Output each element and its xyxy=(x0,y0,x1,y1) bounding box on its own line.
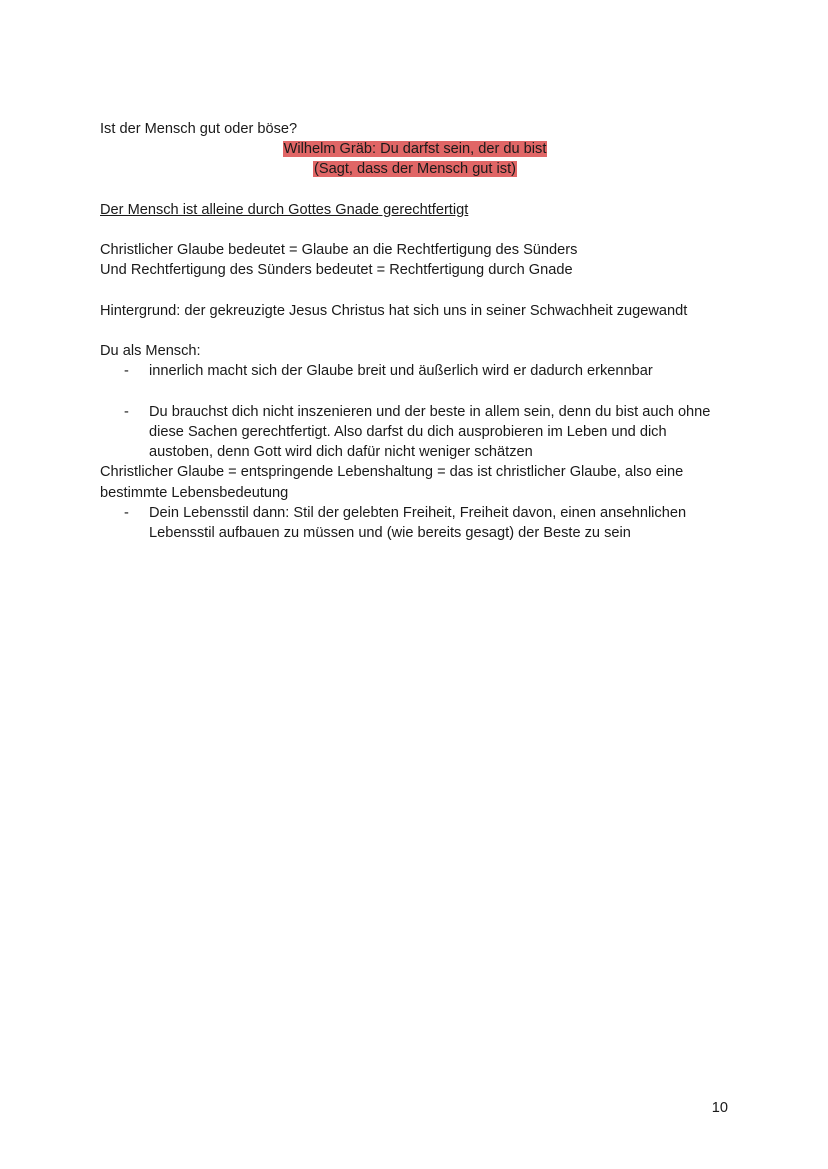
highlighted-quote xyxy=(100,139,730,159)
section-heading-text: Der Mensch ist alleine durch Gottes Gnade gerechtfertigt xyxy=(100,201,469,218)
list-item xyxy=(100,503,730,543)
dash-bullet-icon: - xyxy=(124,363,129,380)
quote-note-line: (Sagt, dass der Mensch gut ist) xyxy=(314,161,516,178)
dash-bullet-icon: - xyxy=(124,403,129,420)
quote-author-line: Wilhelm Gräb: Du darfst sein, der du bist xyxy=(283,141,547,158)
question-line: Ist der Mensch gut oder böse? xyxy=(100,121,298,137)
list-item-text: innerlich macht sich der Glaube breit und äußerlich wird er dadurch erkennbar xyxy=(149,363,653,380)
spacer xyxy=(100,180,730,200)
spacer xyxy=(100,220,730,240)
highlighted-note xyxy=(100,159,730,179)
dash-bullet-icon: - xyxy=(124,504,129,521)
page-number: 10 xyxy=(711,1100,728,1116)
spacer xyxy=(100,281,730,301)
glaube-line: Christlicher Glaube = entspringende Lebenshaltung = das ist christlicher Glaube, also eine bestimmte Lebensbedeutung xyxy=(100,464,684,501)
list-item xyxy=(100,361,730,381)
bullet-list-2 xyxy=(100,503,730,543)
background-line: Hintergrund: der gekreuzigte Jesus Christus hat sich uns in seiner Schwachheit zugewandt xyxy=(100,302,688,319)
spacer xyxy=(100,321,730,341)
list-item-text: Dein Lebensstil dann: Stil der gelebten Freiheit, Freiheit davon, einen ansehnlichen Lebensstil aufbauen zu müssen und (wie bereits gesagt) der Beste zu sein xyxy=(149,504,687,541)
spacer xyxy=(100,382,730,402)
page-content xyxy=(100,119,730,543)
list-item xyxy=(100,402,730,463)
bullet-list-1 xyxy=(100,361,730,462)
definition-line-2: Und Rechtfertigung des Sünders bedeutet = Rechtfertigung durch Gnade xyxy=(100,262,573,279)
du-als-mensch-label: Du als Mensch: xyxy=(100,343,201,360)
definition-line-1: Christlicher Glaube bedeutet = Glaube an die Rechtfertigung des Sünders xyxy=(100,242,578,259)
list-item-text: Du brauchst dich nicht inszenieren und der beste in allem sein, denn du bist auch ohne diese Sachen gerechtfertigt. Also darfst du dich ausprobieren im Leben und dich austoben, denn Gott wird dich dafür nicht weniger schätzen xyxy=(149,403,711,461)
section-heading xyxy=(100,200,730,220)
